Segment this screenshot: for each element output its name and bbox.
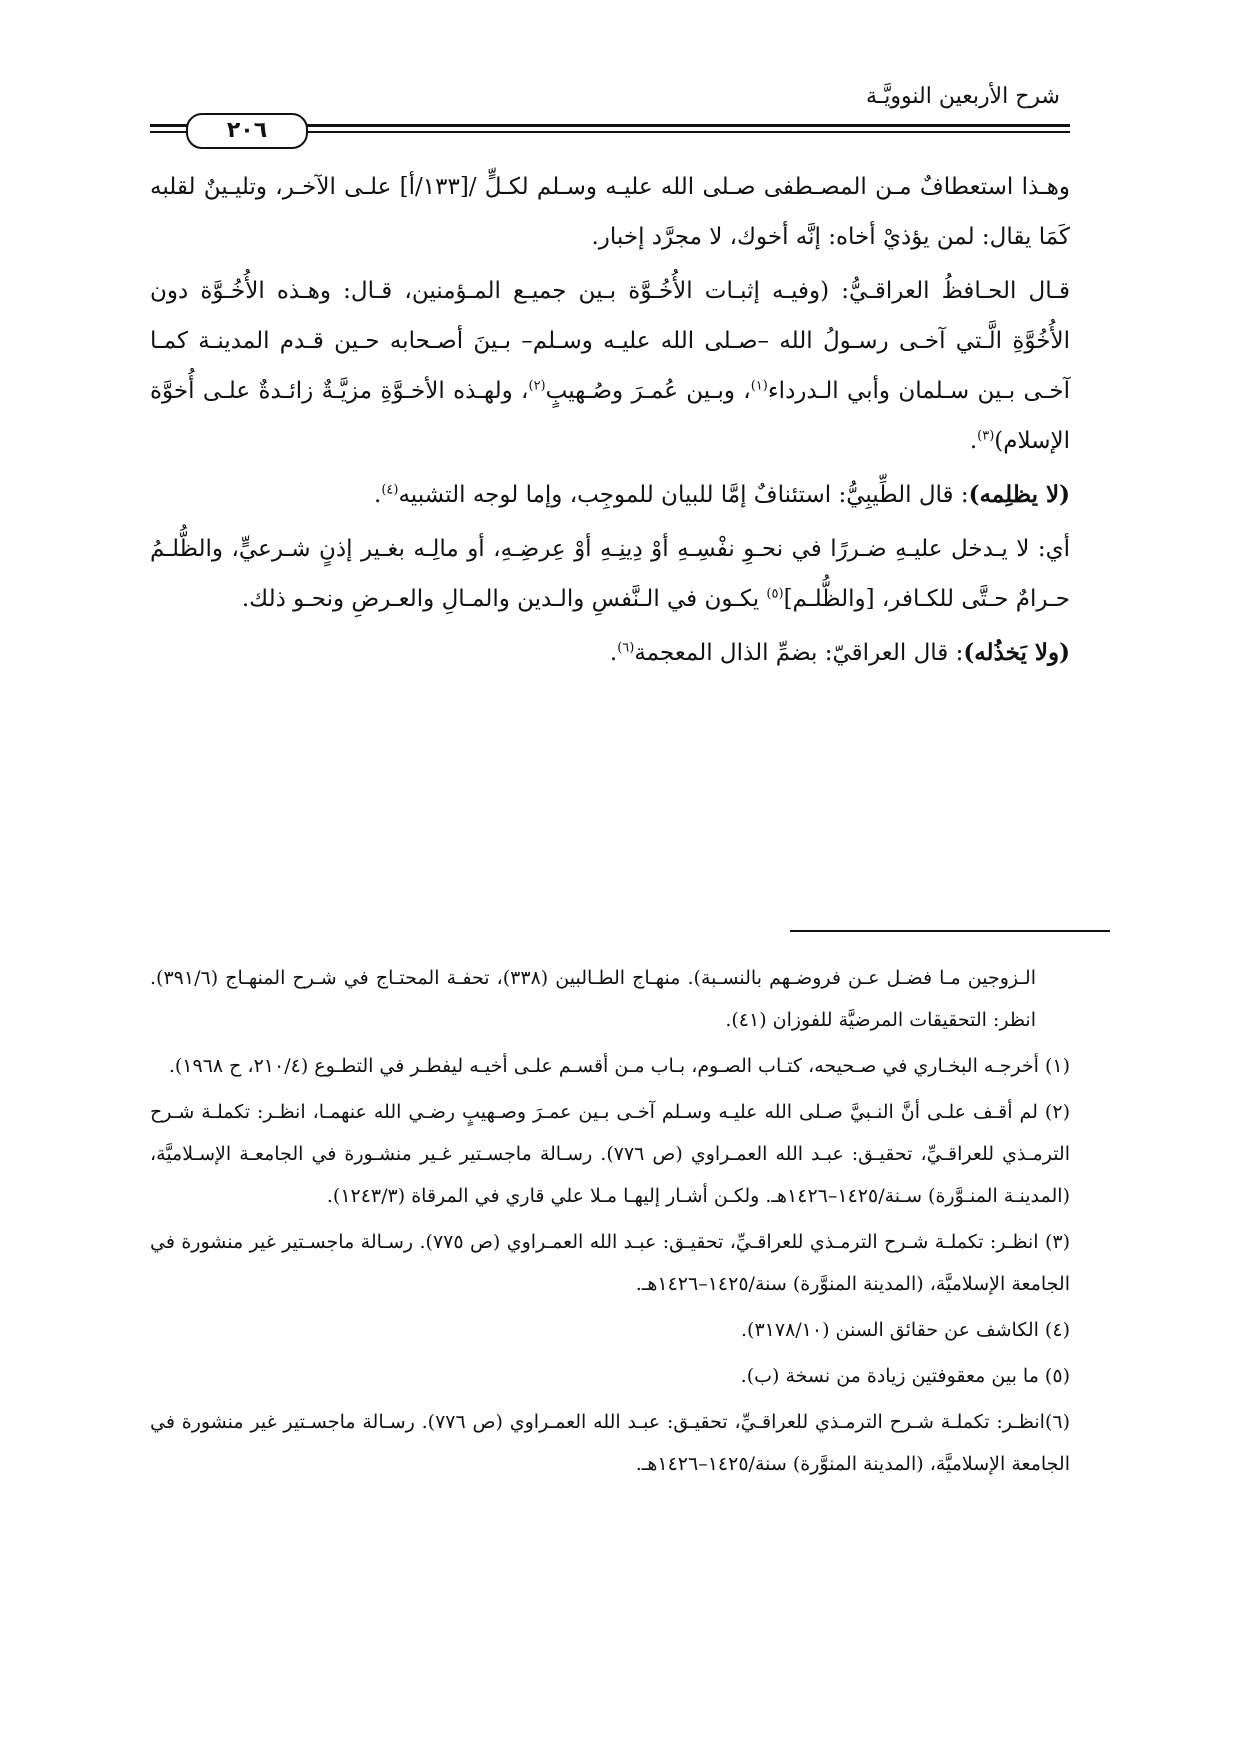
- footnote-5: (٥) ما بين معقوفتين زيادة من نسخة (ب).: [740, 1365, 1070, 1387]
- running-title: شرح الأربعين النوويَّـة: [866, 84, 1060, 109]
- footnote-4: (٤) الكاشف عن حقائق السنن (٣١٧٨/١٠).: [741, 1319, 1070, 1341]
- paragraph-3-text: : قال الطِّيبِيُّ: استئنافٌ إمَّا للبيان للموجِب، وإما لوجه التشبيه: [398, 482, 969, 508]
- paragraph-5-text: : قال العراقيّ: بضمِّ الذال المعجمة: [634, 640, 964, 666]
- footnote-ref-1[interactable]: (١): [750, 378, 768, 394]
- paragraph-5-end: .: [609, 640, 618, 666]
- footnote-separator: [790, 930, 1110, 932]
- footnote-3: (٣) انظـر: تكملـة شـرح الترمـذي للعراقـيِّ، تحقيـق: عبـد الله العمـراوي (ص ٧٧٥). رسـالة ماجسـتير غير منشورة في الجامعة الإسلاميَّة، (المدينة المنوَّرة) سنة/١٤٢٥–١٤٢٦هـ.: [150, 1231, 1070, 1295]
- footnote-ref-4[interactable]: (٤): [381, 482, 399, 498]
- hadith-phrase-wala-yakhdhuluh: (ولا يَخذُله): [963, 639, 1070, 666]
- paragraph-4-part-b: يكـون في الـنَّفسِ والـدين والمـالِ والعـرضِ ونحـو ذلك.: [241, 586, 767, 612]
- paragraph-1: وهـذا استعطافٌ مـن المصـطفى صـلى الله عليـه وسـلم لكـلٍّ /[١٣٣/أ] علـى الآخـر، وتليـينٌ لقلبه كَمَا يقال: لمن يؤذيْ أخاه: إنَّه أخوك، لا مجرَّد إخبار.: [150, 174, 1071, 250]
- paragraph-2-part-c: ، ولهـذه الأخـوَّةِ مزيَّـةٌ زائـدةٌ علـى أُخوَّة الإسلام): [150, 378, 1070, 454]
- footnote-ref-5[interactable]: (٥): [766, 586, 784, 602]
- hadith-phrase-la-yazlimuh: (لا يظلِمه): [968, 481, 1070, 508]
- footnotes: [150, 957, 1070, 1489]
- footnote-ref-2[interactable]: (٢): [528, 378, 546, 394]
- footnote-6: (٦)انظـر: تكملـة شـرح الترمـذي للعراقـيِّ، تحقيـق: عبـد الله العمـراوي (ص ٧٧٦). رسـالة ماجسـتير غير منشورة في الجامعة الإسلاميَّة، (المدينة المنوَّرة) سنة/١٤٢٥–١٤٢٦هـ.: [150, 1411, 1071, 1475]
- footnote-2: (٢) لم أقـف علـى أنَّ النـبيَّ صـلى الله عليـه وسـلم آخـى بـين عمـرَ وصـهيبٍ رضـي الله عنهمـا، انظـر: تكملـة شـرح الترمـذي للعراقـيِّ، تحقيـق: عبـد الله العمـراوي (ص ٧٧٦). رسـالة ماجسـتير غـير منشـورة في الجامعـة الإسـلاميَّة، (المدينـة المنـوَّرة) سـنة/١٤٢٥–١٤٢٦هـ. ولكـن أشـار إليهـا مـلا علي قاري في المرقاة (١٢٤٣/٣).: [150, 1101, 1070, 1207]
- footnote-ref-3[interactable]: (٣): [977, 428, 995, 444]
- paragraph-5: [150, 628, 1070, 678]
- paragraph-3-end: .: [374, 482, 382, 508]
- paragraph-4: [150, 524, 1070, 624]
- paragraph-2-part-a: قـال الحـافظُ العراقـيُّ: (وفيـه إثبـات الأُخُـوَّة بـين جميـع المـؤمنين، قـال: وهـذه الأُخُـوَّة دون الأُخُوَّةِ الَّـتي آخـى رسـولُ الله –صـلى الله عليـه وسـلم– بـينَ أصـحابه حـين قـدم المدينـة كمـا آخـى بـين سـلمان وأبي الـدرداء: [150, 278, 1070, 404]
- paragraph-3: [150, 470, 1070, 520]
- paragraph-2-part-b: ، وبـين عُمـرَ وصُـهيبٍ: [545, 378, 751, 404]
- footnote-ref-6[interactable]: (٦): [617, 640, 635, 656]
- paragraph-2: [150, 266, 1070, 466]
- footnote-1: (١) أخرجـه البخـاري في صـحيحه، كتـاب الصـوم، بـاب مـن أقسـم علـى أخيـه ليفطـر في التطـوع (٢١٠/٤، ح ١٩٦٨).: [168, 1055, 1070, 1077]
- paragraph-2-end: .: [969, 428, 978, 454]
- page-number: ٢٠٦: [186, 113, 308, 149]
- main-text: [150, 162, 1070, 682]
- paragraph-4-part-a: أي: لا يـدخل عليـهِ ضـررًا في نحـوِ نفْسِـهِ أوْ دِينِـهِ أوْ عِرضِـهِ، أو مالِـه بغـير إذنٍ شـرعيٍّ، والظُّلـمُ حـرامٌ حـتَّى للكـافر، [والظُّلـم]: [150, 536, 1070, 612]
- footnote-continuation: الـزوجين مـا فضـل عـن فروضـهم بالنسـبة). منهـاج الطـالبين (٣٣٨)، تحفـة المحتـاج في شـرح المنهـاج (٣٩١/٦). انظر: التحقيقات المرضيَّة للفوزان (٤١).: [150, 967, 1036, 1031]
